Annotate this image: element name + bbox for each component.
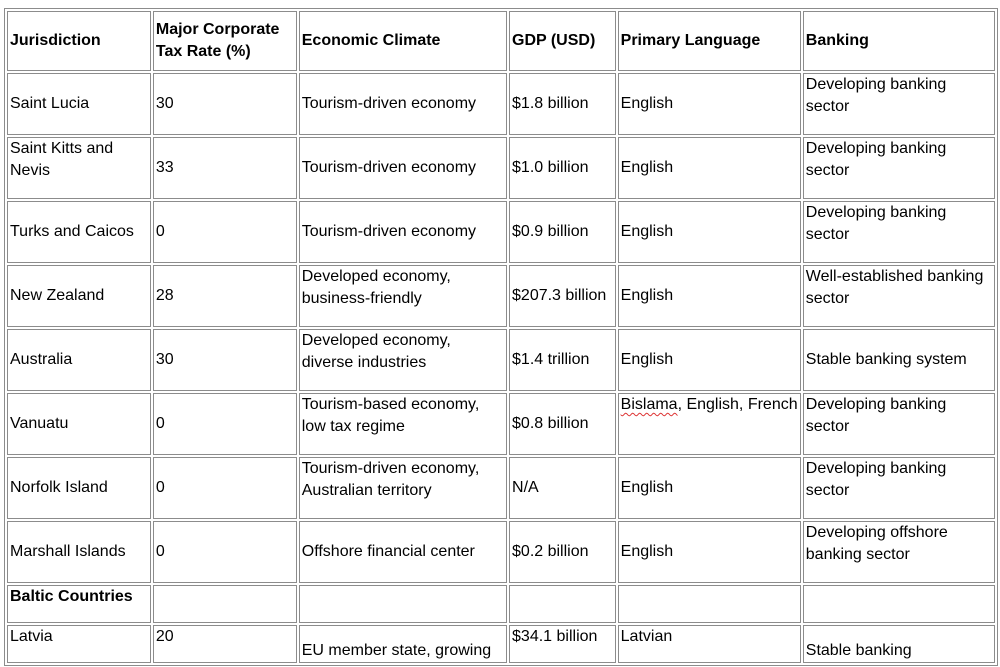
table-row: [7, 457, 995, 519]
cell-economic-climate: Developed economy, diverse industries: [299, 329, 507, 391]
cell-tax-rate: 0: [153, 521, 297, 583]
section-row: [7, 585, 995, 623]
cell-gdp: $0.8 billion: [509, 393, 616, 455]
section-empty-cell: [509, 585, 616, 623]
table-row: [7, 265, 995, 327]
cell-primary-language: English: [618, 521, 801, 583]
language-rest: , English, French: [677, 396, 798, 413]
cell-tax-rate: 0: [153, 457, 297, 519]
cell-tax-rate: 28: [153, 265, 297, 327]
spellcheck-word: Bislama: [620, 396, 678, 413]
cell-banking: Stable banking: [803, 625, 995, 663]
cell-primary-language: English: [618, 201, 801, 263]
section-empty-cell: [803, 585, 995, 623]
cell-banking: Well-established banking sector: [803, 265, 995, 327]
jurisdiction-comparison-table: [4, 8, 998, 666]
header-economic-climate: Economic Climate: [299, 11, 507, 71]
cell-economic-climate: Offshore financial center: [299, 521, 507, 583]
cell-jurisdiction: Vanuatu: [7, 393, 151, 455]
cell-tax-rate: 20: [153, 625, 297, 663]
cell-gdp: $0.2 billion: [509, 521, 616, 583]
header-banking: Banking: [803, 11, 995, 71]
cell-jurisdiction: Norfolk Island: [7, 457, 151, 519]
cell-banking: Developing banking sector: [803, 137, 995, 199]
cell-banking: Developing banking sector: [803, 393, 995, 455]
cell-primary-language: English: [618, 137, 801, 199]
cell-banking: Stable banking system: [803, 329, 995, 391]
cell-jurisdiction: Saint Lucia: [7, 73, 151, 135]
cell-gdp: $0.9 billion: [509, 201, 616, 263]
cell-banking: Developing offshore banking sector: [803, 521, 995, 583]
cell-primary-language: English: [618, 73, 801, 135]
cell-economic-climate: EU member state, growing: [299, 625, 507, 663]
cell-primary-language: English: [618, 457, 801, 519]
cell-tax-rate: 30: [153, 329, 297, 391]
cell-jurisdiction: Marshall Islands: [7, 521, 151, 583]
header-jurisdiction: Jurisdiction: [7, 11, 151, 71]
cell-economic-climate: Tourism-driven economy: [299, 73, 507, 135]
table-row: [7, 201, 995, 263]
cell-gdp: $1.4 trillion: [509, 329, 616, 391]
cell-jurisdiction: Saint Kitts and Nevis: [7, 137, 151, 199]
section-empty-cell: [299, 585, 507, 623]
cell-primary-language: English: [618, 329, 801, 391]
cell-economic-climate: Tourism-based economy, low tax regime: [299, 393, 507, 455]
cell-banking: Developing banking sector: [803, 201, 995, 263]
cell-primary-language: English: [618, 265, 801, 327]
table-row: [7, 625, 995, 663]
cell-tax-rate: 30: [153, 73, 297, 135]
table-row: [7, 393, 995, 455]
cell-economic-climate: Tourism-driven economy, Australian territory: [299, 457, 507, 519]
cell-tax-rate: 0: [153, 393, 297, 455]
header-gdp: GDP (USD): [509, 11, 616, 71]
table-container: [4, 8, 998, 666]
cell-gdp: $207.3 billion: [509, 265, 616, 327]
cell-jurisdiction: Latvia: [7, 625, 151, 663]
cell-banking: Developing banking sector: [803, 73, 995, 135]
table-row: [7, 521, 995, 583]
cell-economic-climate: Tourism-driven economy: [299, 137, 507, 199]
table-row: [7, 73, 995, 135]
cell-tax-rate: 0: [153, 201, 297, 263]
cell-economic-climate: Tourism-driven economy: [299, 201, 507, 263]
section-empty-cell: [618, 585, 801, 623]
cell-primary-language: Latvian: [618, 625, 801, 663]
cell-jurisdiction: Turks and Caicos: [7, 201, 151, 263]
table-row: [7, 137, 995, 199]
header-tax-rate: Major Corporate Tax Rate (%): [153, 11, 297, 71]
cell-jurisdiction: New Zealand: [7, 265, 151, 327]
header-row: [7, 11, 995, 71]
header-primary-language: Primary Language: [618, 11, 801, 71]
cell-jurisdiction: Australia: [7, 329, 151, 391]
cell-primary-language: [618, 393, 801, 455]
section-empty-cell: [153, 585, 297, 623]
cell-economic-climate: Developed economy, business-friendly: [299, 265, 507, 327]
cell-gdp: $1.0 billion: [509, 137, 616, 199]
cell-gdp: $34.1 billion: [509, 625, 616, 663]
cell-gdp: $1.8 billion: [509, 73, 616, 135]
cell-banking: Developing banking sector: [803, 457, 995, 519]
table-row: [7, 329, 995, 391]
cell-tax-rate: 33: [153, 137, 297, 199]
cell-gdp: N/A: [509, 457, 616, 519]
section-label: Baltic Countries: [7, 585, 151, 623]
